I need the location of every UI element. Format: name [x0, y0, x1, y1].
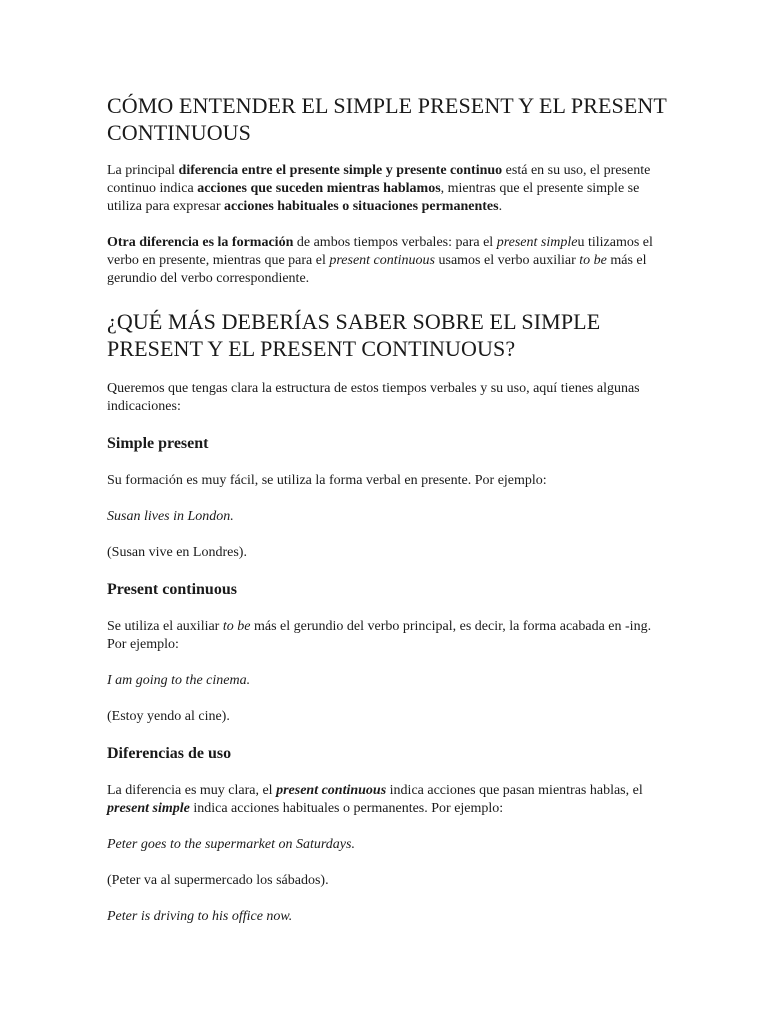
text-run: La principal [107, 163, 179, 178]
simple-present-text: Su formación es muy fácil, se utiliza la forma verbal en presente. Por ejemplo: [107, 473, 547, 488]
differences-text [107, 782, 667, 818]
intro-paragraph [107, 162, 667, 216]
second-heading: ¿QUÉ MÁS DEBERÍAS SABER SOBRE EL SIMPLE PRESENT Y EL PRESENT CONTINUOUS? [107, 309, 601, 361]
italic-run: to be [222, 619, 251, 634]
text-run: , mientras que el presente simple se utiliza para expresar [107, 181, 640, 214]
subheading-simple-present: Simple present [107, 435, 209, 452]
italic-run: Peter goes to the supermarket on Saturdays. [107, 837, 355, 852]
present-continuous-translation: (Estoy yendo al cine). [107, 709, 230, 724]
bold-run: diferencia entre el presente simple y presente continuo [178, 163, 503, 178]
italic-run: I am going to the cinema. [107, 673, 251, 688]
text-run: está en su uso, el presente continuo indica [107, 163, 651, 196]
main-heading: CÓMO ENTENDER EL SIMPLE PRESENT Y EL PRESENT CONTINUOUS [107, 93, 667, 145]
present-continuous-text [107, 618, 667, 654]
simple-present-example [107, 508, 667, 526]
bold-italic-run: present continuous [276, 783, 387, 798]
text-run: . [498, 199, 503, 214]
bold-run: Otra diferencia es la formación [107, 235, 294, 250]
text-run: u tilizamos el verbo en presente, mientras que para el [107, 235, 653, 268]
italic-run: Peter is driving to his office now. [107, 909, 293, 924]
text-run: La diferencia es muy clara, el [107, 783, 277, 798]
text-run: Se utiliza el auxiliar [107, 619, 223, 634]
bold-italic-run: present simple [107, 801, 190, 816]
text-run: indica acciones habituales o permanentes. Por ejemplo: [189, 801, 504, 816]
text-run: usamos el verbo auxiliar [435, 253, 580, 268]
structure-paragraph: Queremos que tengas clara la estructura de estos tiempos verbales y su uso, aquí tienes algunas indicaciones: [107, 381, 640, 414]
text-run: de ambos tiempos verbales: para el [293, 235, 497, 250]
bold-run: acciones habituales o situaciones permanentes [224, 199, 499, 214]
text-run: más el gerundio del verbo principal, es decir, la forma acabada en -ing. Por ejemplo: [107, 619, 652, 652]
document-page [107, 92, 667, 944]
differences-example-2 [107, 908, 667, 926]
subheading-differences: Diferencias de uso [107, 745, 232, 762]
differences-translation-1: (Peter va al supermercado los sábados). [107, 873, 329, 888]
simple-present-translation: (Susan vive en Londres). [107, 545, 247, 560]
differences-example-1 [107, 836, 667, 854]
formation-paragraph [107, 234, 667, 288]
italic-run: to be [579, 253, 607, 268]
text-run: indica acciones que pasan mientras hablas, el [386, 783, 643, 798]
bold-run: acciones que suceden mientras hablamos [197, 181, 441, 196]
subheading-present-continuous: Present continuous [107, 581, 237, 598]
italic-run: present continuous [329, 253, 435, 268]
italic-run: present simple [496, 235, 578, 250]
text-run: más el gerundio del verbo correspondiente. [107, 253, 647, 286]
italic-run: Susan lives in London. [107, 509, 234, 524]
present-continuous-example [107, 672, 667, 690]
